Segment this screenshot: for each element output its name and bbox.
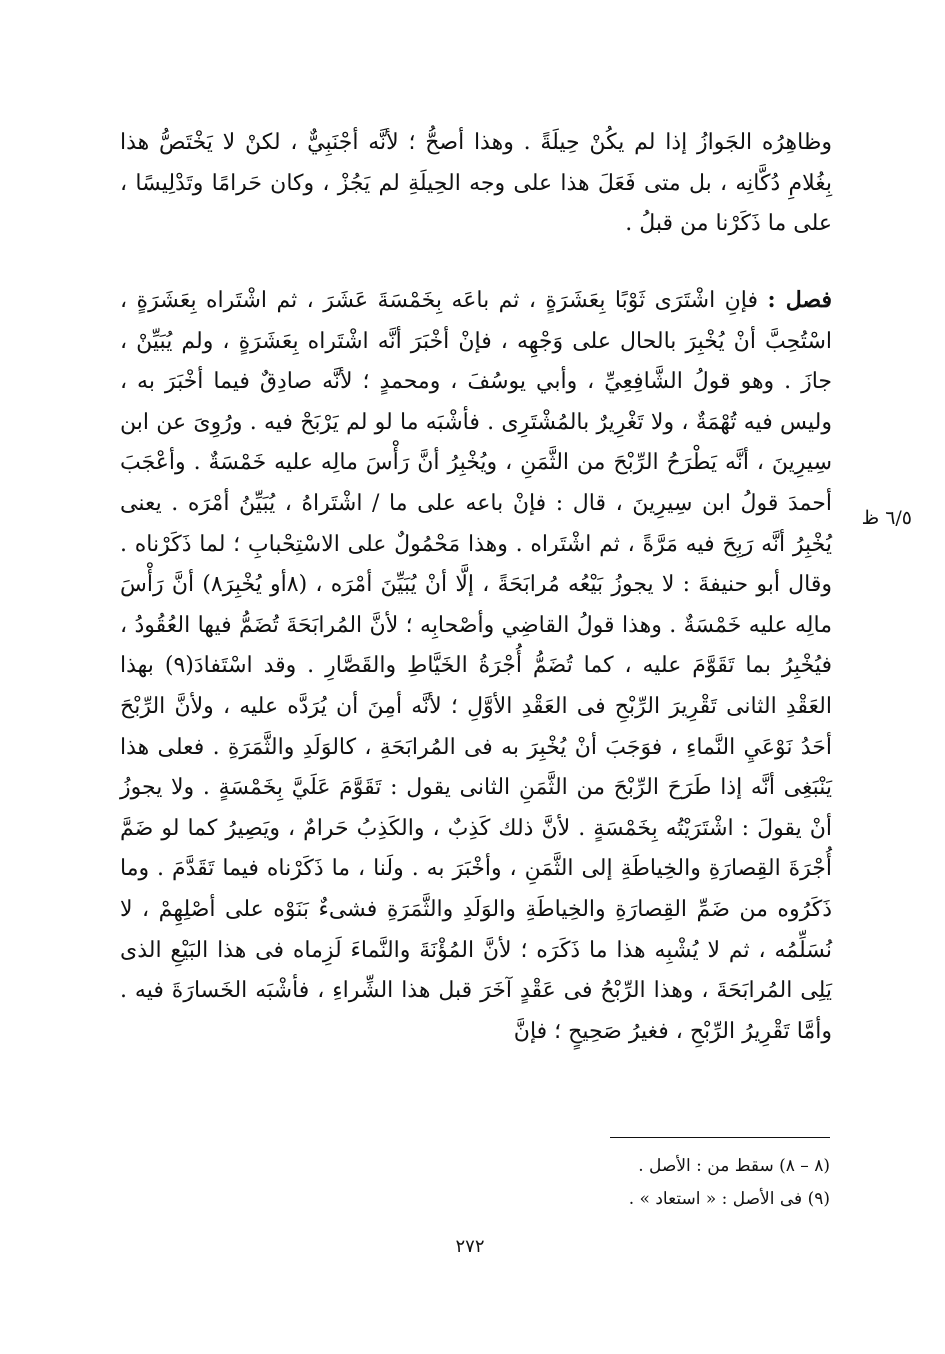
page-number: ٢٧٢	[455, 1236, 485, 1257]
section-label: فصل :	[767, 287, 832, 313]
section-paragraph	[120, 280, 832, 1052]
footnotes	[420, 1150, 830, 1216]
footnote-divider	[610, 1137, 830, 1138]
paragraph-text: فإنِ اشْتَرَى ثَوْبًا بِعَشَرَةٍ ، ثم باعَه بِخَمْسَةَ عَشَرَ ، ثم اشْتَراه بِعَشَرَةٍ ، اسْتُحِبَّ أنْ يُخْبِرَ بالحال على وَجْهِه ، فإنْ أخْبَرَ أنَّه اشْتَراه بِعَشَرَةٍ ، ولم يُبَيِّنْ ، جازَ . وهو قولُ الشَّافِعِيِّ ، وأبي يوسُفَ ، ومحمدٍ ؛ لأنَّه صادِقٌ فيما أخْبَرَ به ، وليس فيه تُهْمَةٌ ، ولا تَغْرِيرٌ بالمُشْتَرِى . فأشْبَه ما لو لم يَرْبَحْ فيه . ورُوِىَ عن ابن سِيرِينَ ، أنَّه يَطْرَحُ الرِّبْحَ من الثَّمَنِ ، ويُخْبِرُ أنَّ رَأْسَ مالِه عليه خَمْسَةٌ . وأعْجَبَ أحمدَ قولُ ابن سِيرِينَ ، قال : فإنْ باعه على ما / اشْتَراهُ ، يُبَيِّنُ أمْرَه . يعنى يُخْبِرُ أنَّه رَبِحَ فيه مَرَّةً ، ثم اشْتَراه . وهذا مَحْمُولٌ على الاسْتِحْبابِ ؛ لما ذَكَرْناه . وقال أبو حنيفةَ : لا يجوزُ بَيْعُه مُرابَحَةً ، إلَّا أنْ يُبَيِّنَ أمْرَه ، (٨أو يُخْبِرَ٨) أنَّ رَأْسَ مالِه عليه خَمْسَةٌ . وهذا قولُ القاضِي وأصْحابِه ؛ لأنَّ المُرابَحَةَ تُضَمُّ فيها العُقُودُ ، فيُخْبِرُ بما تَقَوَّمَ عليه ، كما تُضَمُّ أُجْرَةُ الخَيَّاطِ والقَصَّارِ . وقد اسْتَفادَ(٩) بهذا العَقْدِ الثانى تَقْرِيرَ الرِّبْحِ فى العَقْدِ الأوَّلِ ؛ لأنَّه أمِنَ أن يُرَدَّه عليه ، ولأنَّ الرِّبْحَ أحَدُ نَوْعَيِ النَّماءِ ، فوَجَبَ أنْ يُخْبِرَ به فى المُرابَحَةِ ، كالوَلَدِ والثَّمَرَةِ . فعلى هذا يَنْبَغِى أنَّه إذا طَرَحَ الرِّبْحَ من الثَّمَنِ الثانى يقول : تَقَوَّمَ عَلَيَّ بِخَمْسَةٍ . ولا يجوزُ أنْ يقولَ : اشْتَرَيْتُه بِخَمْسَةٍ . لأنَّ ذلك كَذِبٌ ، والكَذِبُ حَرامٌ ، ويَصِيرُ كما لو ضَمَّ أُجْرَةَ القِصارَةِ والخِياطَةِ إلى الثَّمَنِ ، وأخْبَرَ به . ولَنا ، ما ذَكَرْناه فيما تَقَدَّمَ . وما ذَكَرُوه من ضَمِّ القِصارَةِ والخِياطَةِ والوَلَدِ والثَّمَرَةِ فشىءٌ بَنَوْه على أصْلِهِمْ ، لا نُسَلِّمُه ، ثم لا يُشْبِه هذا ما ذَكَرَه ؛ لأنَّ المُؤْنَةَ والنَّماءَ لَزِماه فى هذا البَيْعِ الذى يَلِى المُرابَحَةَ ، وهذا الرِّبْحُ فى عَقْدٍ آخَرَ قبل هذا الشِّراءِ ، فأشْبَه الخَسارَةَ فيه . وأمَّا تَقْرِيرُ الرِّبْحِ ، فغيرُ صَحِيحٍ ؛ فإنَّ	[120, 288, 833, 1044]
paragraph-text: وظاهِرُه الجَوازُ إذا لم يكُنْ حِيلَةً . وهذا أصحُّ ؛ لأنَّه أجْنَبِيٌّ ، لكنْ لا يَخْتَصُّ هذا بِغُلامِ دُكَّانِه ، بل متى فَعَلَ هذا على وجه الحِيلَةِ لم يَجُزْ ، وكان حَرامًا وتَدْلِيسًا ، على ما ذَكَرْنا من قبلُ .	[120, 130, 832, 237]
footnote-item: (٩) فى الأصل : « استعاد » .	[628, 1189, 830, 1209]
marginal-note: ٦/٥ ظ	[861, 507, 912, 529]
footnote-item: (٨ – ٨) سقط من : الأصل .	[638, 1156, 830, 1176]
main-text-paragraph	[120, 123, 832, 245]
section-text	[120, 280, 832, 1052]
